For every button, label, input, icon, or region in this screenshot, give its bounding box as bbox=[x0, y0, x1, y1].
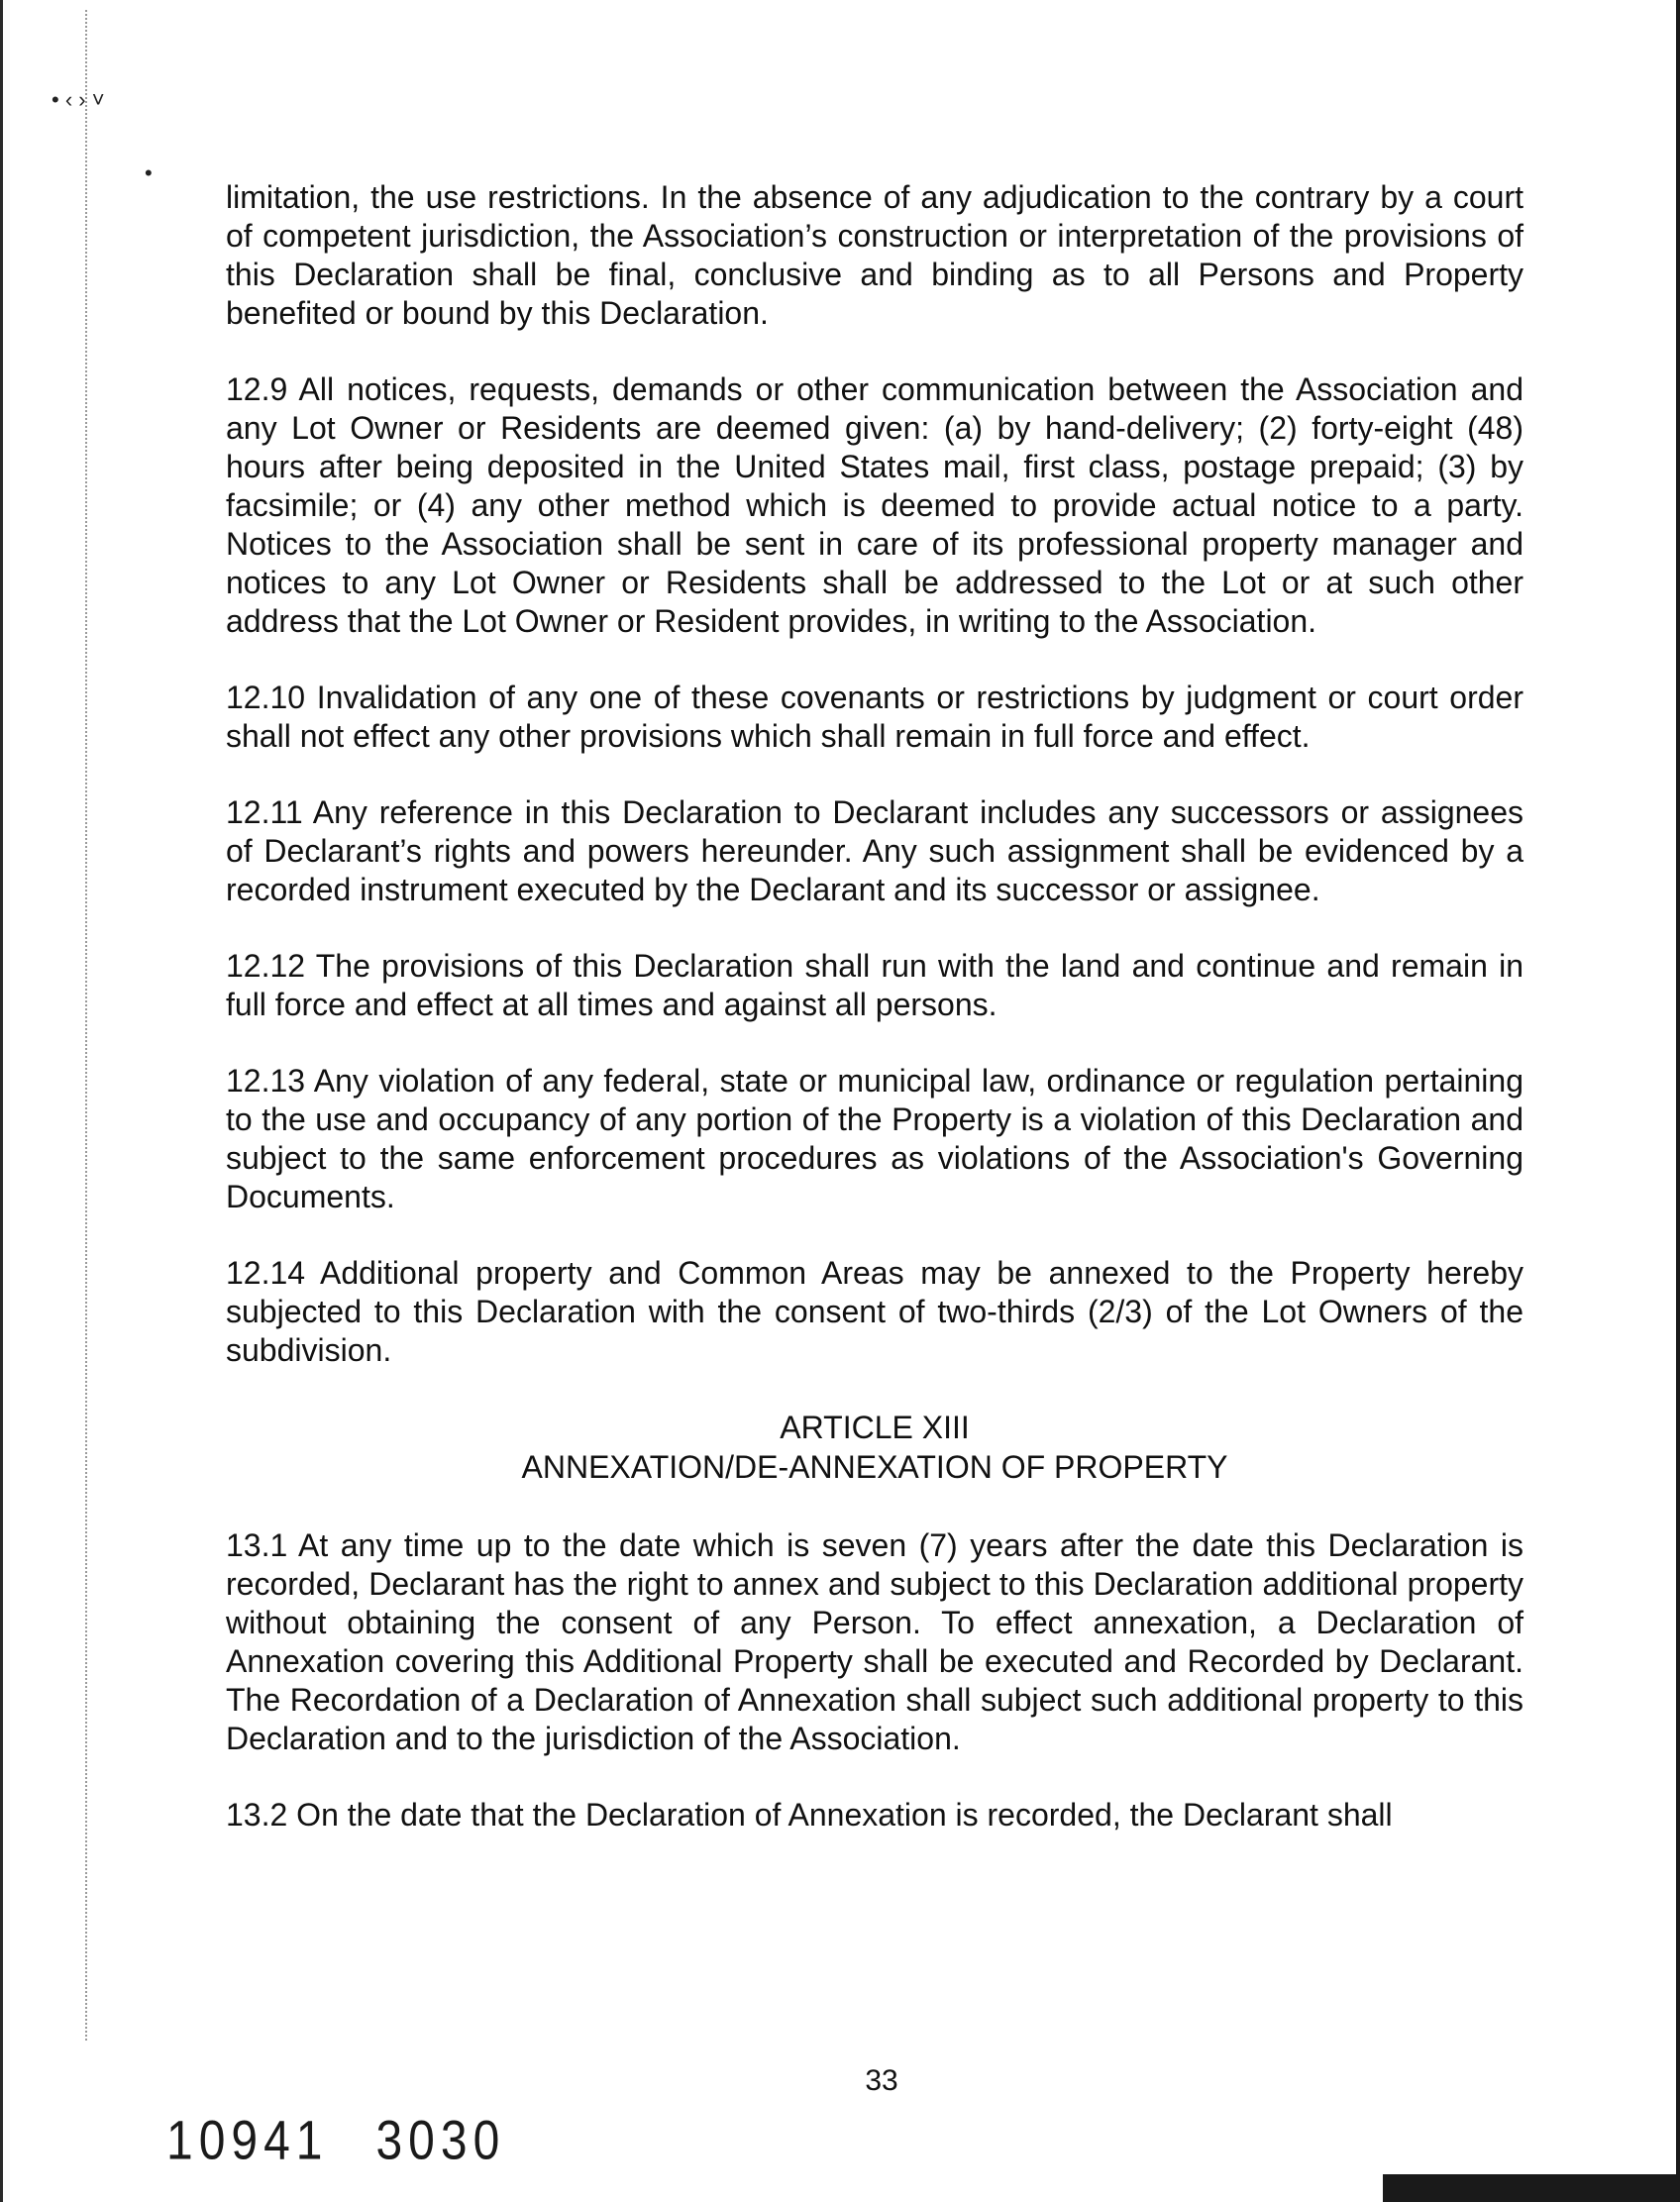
binding-hole-dots bbox=[85, 10, 87, 2041]
paragraph-12-13: 12.13 Any violation of any federal, state or municipal law, ordinance or regulation pertaining to the use and occupancy of any portion of the Property is a violation of this Declaration and subject to the same enforcement procedures as violations of the Association's Governing Documents. bbox=[226, 1063, 1523, 1214]
scan-speck-dot: • bbox=[145, 160, 153, 185]
paragraph-13-2: 13.2 On the date that the Declaration of Annexation is recorded, the Declarant shall bbox=[226, 1797, 1393, 1833]
paragraph-continuation: limitation, the use restrictions. In the absence of any adjudication to the contrary by a court of competent jurisdiction, the Association’s construction or interpretation of the provisions of this Declaration shall be final, conclusive and binding as to all Persons and Property benefited or bound by this Declaration. bbox=[226, 179, 1523, 331]
recording-page-number: 3030 bbox=[375, 2111, 506, 2172]
paragraph-12-10: 12.10 Invalidation of any one of these covenants or restrictions by judgment or court order shall not effect any other provisions which shall remain in full force and effect. bbox=[226, 680, 1523, 754]
paragraph-13-1: 13.1 At any time up to the date which is seven (7) years after the date this Declaration is recorded, Declarant has the right to annex and subject to this Declaration additional property without obtaining the consent of any Person. To effect annexation, a Declaration of Annexation covering this Additional Property shall be executed and Recorded by Declarant. The Recordation of a Declaration of Annexation shall subject such additional property to this Declaration and to the jurisdiction of the Association. bbox=[226, 1527, 1523, 1756]
paragraph-12-14: 12.14 Additional property and Common Areas may be annexed to the Property hereby subjected to this Declaration with the consent of two-thirds (2/3) of the Lot Owners of the subdivision. bbox=[226, 1255, 1523, 1368]
scan-edge-bottom-right bbox=[1383, 2174, 1680, 2202]
paragraph-12-9: 12.9 All notices, requests, demands or other communication between the Association and any Lot Owner or Residents are deemed given: (a) by hand-delivery; (2) forty-eight (48) hours after being deposited in the United States mail, first class, postage prepaid; (3) by facsimile; or (4) any other method which is deemed to provide actual notice to a party. Notices to the Association shall be sent in care of its professional property manager and notices to any Lot Owner or Residents shall be addressed to the Lot or at such other address that the Lot Owner or Resident provides, in writing to the Association. bbox=[226, 371, 1523, 639]
scan-edge-right bbox=[1676, 0, 1680, 2202]
paragraph-12-11: 12.11 Any reference in this Declaration to Declarant includes any successors or assignees of Declarant’s rights and powers hereunder. Any such assignment shall be evidenced by a recorded instrument executed by the Declarant and its successor or assignee. bbox=[226, 794, 1523, 907]
document-body bbox=[226, 178, 1523, 1872]
scan-edge-left bbox=[0, 0, 3, 2202]
article-title: ANNEXATION/DE-ANNEXATION OF PROPERTY bbox=[521, 1449, 1228, 1485]
paragraph-12-12: 12.12 The provisions of this Declaration shall run with the land and continue and remain in full force and effect at all times and against all persons. bbox=[226, 948, 1523, 1022]
article-number: ARTICLE XIII bbox=[780, 1410, 970, 1445]
scan-speck-mark: • ‹ › ˅ bbox=[52, 87, 105, 112]
article-heading bbox=[226, 1408, 1523, 1487]
recording-stamp bbox=[166, 2110, 553, 2172]
recording-book-number: 10941 bbox=[166, 2111, 329, 2172]
page-number: 33 bbox=[865, 2064, 898, 2097]
